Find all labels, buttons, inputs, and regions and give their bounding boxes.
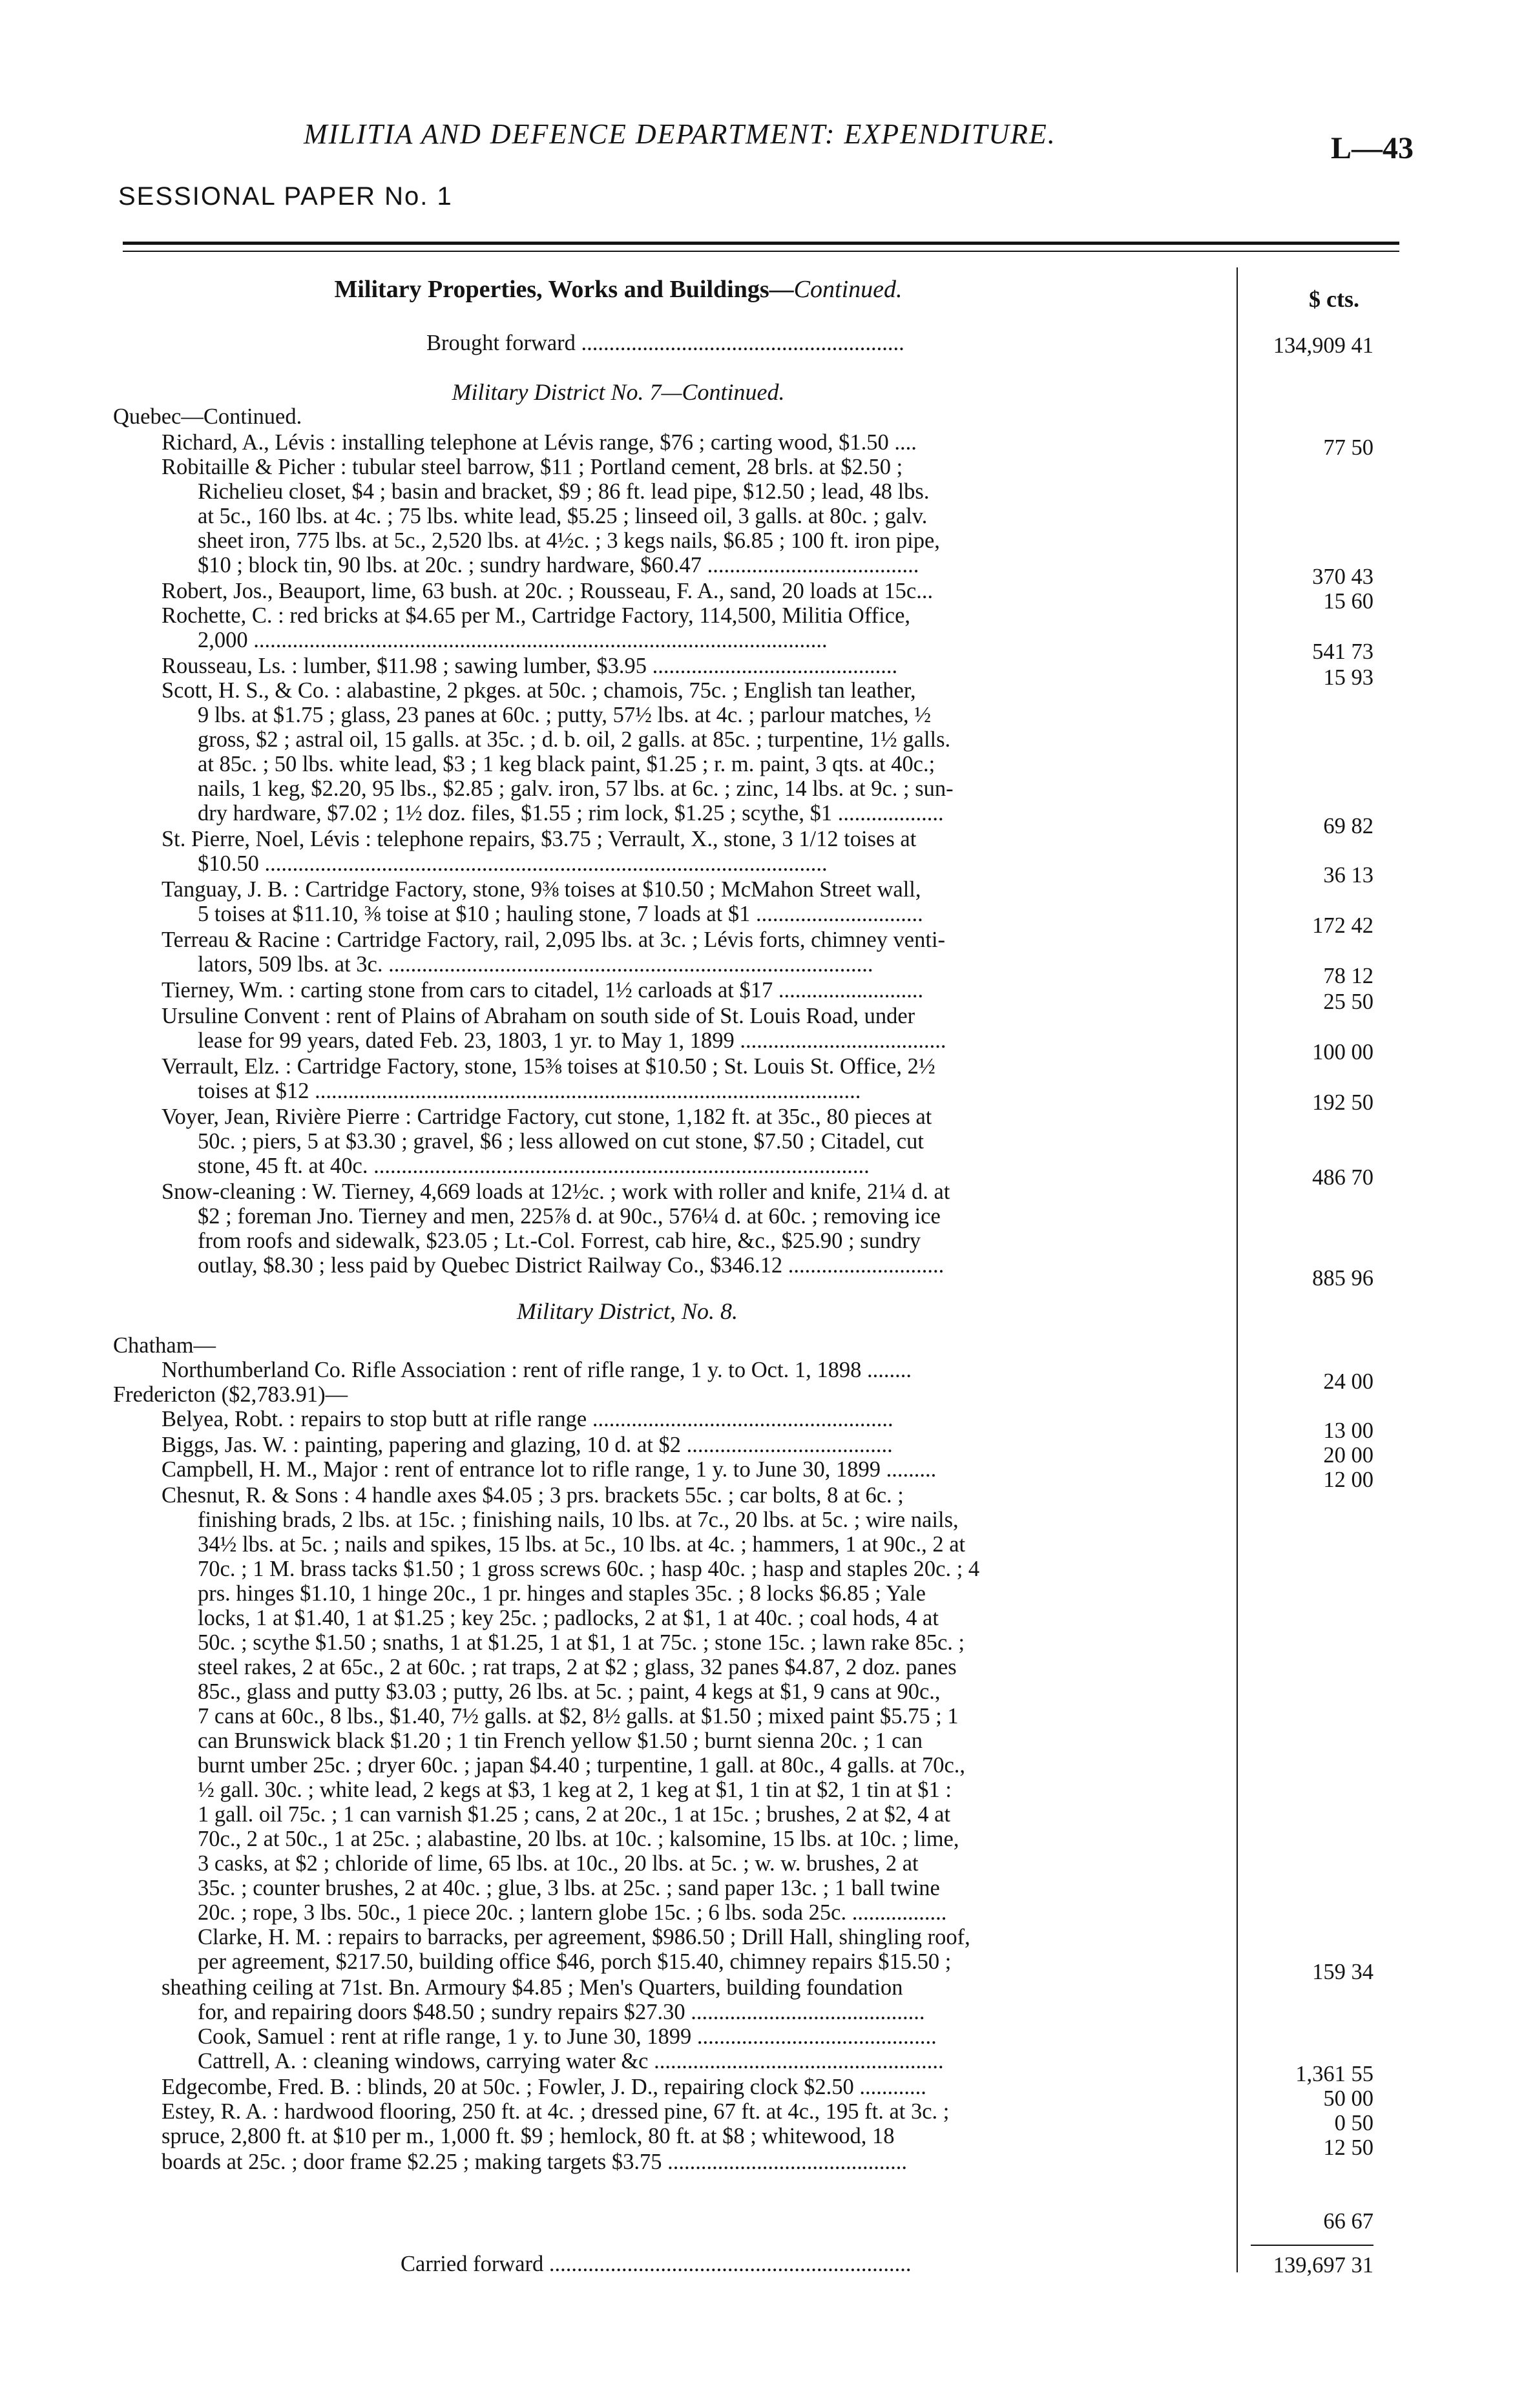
amount-value: 192 50 [1312,1090,1373,1115]
entry-line: $10 ; block tin, 90 lbs. at 20c. ; sundry hardware, $60.47 ...................................... [198,553,919,577]
entry-line: Edgecombe, Fred. B. : blinds, 20 at 50c. ; Fowler, J. D., repairing clock $2.50 ............ [162,2075,926,2099]
entry-line: Scott, H. S., & Co. : alabastine, 2 pkges. at 50c. ; chamois, 75c. ; English tan leather, [162,678,916,703]
entry-line: Chesnut, R. & Sons : 4 handle axes $4.05 ; 3 prs. brackets 55c. ; car bolts, 8 at 6c. ; [162,1483,904,1508]
quebec-heading: Quebec—Continued. [113,404,302,429]
amount-value: 172 42 [1312,913,1373,938]
entry-line: sheet iron, 775 lbs. at 5c., 2,520 lbs. at 4½c. ; 3 kegs nails, $6.85 ; 100 ft. iron pipe, [198,528,940,553]
entry-line: 70c. ; 1 M. brass tacks $1.50 ; 1 gross screws 60c. ; hasp 40c. ; hasp and staples 20c. ; 4 [198,1557,980,1581]
entry-line: toises at $12 .................................................................................................. [198,1079,861,1103]
entry-line: Campbell, H. M., Major : rent of entrance lot to rifle range, 1 y. to June 30, 1899 ......... [162,1457,937,1482]
carried-forward-text: Carried forward [401,2252,544,2276]
carried-forward-label: Carried forward ................................................................. [401,2252,912,2276]
entry-line: burnt umber 25c. ; dryer 60c. ; japan $4.40 ; turpentine, 1 gall. at 80c., 4 galls. at 70c., [198,1753,966,1778]
entry-line: outlay, $8.30 ; less paid by Quebec District Railway Co., $346.12 ............................ [198,1253,945,1278]
entry-line: Ursuline Convent : rent of Plains of Abraham on south side of St. Louis Road, under [162,1004,915,1028]
entry-line: nails, 1 keg, $2.20, 95 lbs., $2.85 ; galv. iron, 57 lbs. at 6c. ; zinc, 14 lbs. at 9c. ; sun- [198,776,954,801]
entry-line: Fredericton ($2,783.91)— [113,1382,348,1407]
entry-line: 34½ lbs. at 5c. ; nails and spikes, 15 lbs. at 5c., 10 lbs. at 4c. ; hammers, 1 at 90c., 2 at [198,1532,966,1557]
entry-line: 5 toises at $11.10, ⅜ toise at $10 ; hauling stone, 7 loads at $1 .............................. [198,902,923,926]
amount-value: 15 93 [1323,665,1373,690]
page-number: L—43 [1331,131,1414,165]
district-8-heading: Military District, No. 8. [517,1298,738,1324]
amount-value: 12 50 [1323,2135,1373,2160]
amount-value: 69 82 [1323,814,1373,838]
entry-line: 2,000 ....................................................................................................... [198,628,828,652]
amount-value: 541 73 [1312,639,1373,664]
entry-line: locks, 1 at $1.40, 1 at $1.25 ; key 25c. ; padlocks, 2 at $1, 1 at 40c. ; coal hods, 4 at [198,1606,939,1630]
entry-line: Chatham— [113,1333,216,1358]
entry-line: Northumberland Co. Rifle Association : rent of rifle range, 1 y. to Oct. 1, 1898 ........ [162,1358,912,1382]
district-7-heading: Military District No. 7—Continued. [452,379,785,405]
section-title-suffix: Continued. [793,276,903,303]
amount-value: 100 00 [1312,1040,1373,1064]
carried-forward-amount: 139,697 31 [1273,2253,1373,2278]
entry-line: 85c., glass and putty $3.03 ; putty, 26 lbs. at 5c. ; paint, 4 kegs at $1, 9 cans at 90c., [198,1679,941,1704]
entry-line: prs. hinges $1.10, 1 hinge 20c., 1 pr. hinges and staples 35c. ; 8 locks $6.85 ; Yale [198,1581,926,1606]
entry-line: stone, 45 ft. at 40c. ......................................................................................... [198,1154,870,1178]
entry-line: finishing brads, 2 lbs. at 15c. ; finishing nails, 10 lbs. at 7c., 20 lbs. at 5c. ; wire nails, [198,1508,959,1532]
header-rule-thin [123,251,1399,252]
entry-line: sheathing ceiling at 71st. Bn. Armoury $4.85 ; Men's Quarters, building foundation [162,1975,903,2000]
entry-line: Tierney, Wm. : carting stone from cars to citadel, 1½ carloads at $17 .......................... [162,978,924,1002]
amount-value: 885 96 [1312,1266,1373,1291]
entry-line: Rochette, C. : red bricks at $4.65 per M., Cartridge Factory, 114,500, Militia Office, [162,603,911,628]
entry-line: Voyer, Jean, Rivière Pierre : Cartridge Factory, cut stone, 1,182 ft. at 35c., 80 pieces at [162,1105,932,1129]
entry-line: Biggs, Jas. W. : painting, papering and glazing, 10 d. at $2 ..................................... [162,1433,893,1457]
entry-line: 7 cans at 60c., 8 lbs., $1.40, 7½ galls. at $2, 8½ galls. at $1.50 ; mixed paint $5.75 ; 1 [198,1704,959,1728]
currency-header: $ cts. [1309,286,1359,312]
amount-value: 36 13 [1323,863,1373,887]
entry-line: 70c., 2 at 50c., 1 at 25c. ; alabastine, 20 lbs. at 10c. ; kalsomine, 15 lbs. at 10c. ; lime, [198,1827,959,1851]
entry-line: dry hardware, $7.02 ; 1½ doz. files, $1.55 ; rim lock, $1.25 ; scythe, $1 ................... [198,801,944,825]
entry-line: Estey, R. A. : hardwood flooring, 250 ft. at 4c. ; dressed pine, 67 ft. at 4c., 195 ft. at 3c. ; [162,2099,950,2124]
entry-line: 50c. ; piers, 5 at $3.30 ; gravel, $6 ; less allowed on cut stone, $7.50 ; Citadel, cut [198,1129,924,1154]
section-title [0,275,1237,304]
amount-value: 0 50 [1334,2111,1373,2135]
amount-value: 15 60 [1323,589,1373,614]
entry-line: Rousseau, Ls. : lumber, $11.98 ; sawing lumber, $3.95 ............................................ [162,654,898,678]
entry-line: Cook, Samuel : rent at rifle range, 1 y. to June 30, 1899 ........................................... [198,2024,937,2049]
amount-value: 66 67 [1323,2209,1373,2234]
amount-value: 24 00 [1323,1369,1373,1394]
entry-line: Clarke, H. M. : repairs to barracks, per agreement, $986.50 ; Drill Hall, shingling roof, [198,1925,970,1949]
amount-value: 20 00 [1323,1443,1373,1468]
entry-line: Richard, A., Lévis : installing telephone at Lévis range, $76 ; carting wood, $1.50 .... [162,430,917,455]
entry-line: $2 ; foreman Jno. Tierney and men, 225⅞ d. at 90c., 576¼ d. at 60c. ; removing ice [198,1204,941,1229]
amount-value: 370 43 [1312,565,1373,589]
total-rule [1251,2245,1373,2246]
brought-forward-amount: 134,909 41 [1273,333,1373,358]
entry-line: 50c. ; scythe $1.50 ; snaths, 1 at $1.25, 1 at $1, 1 at 75c. ; stone 15c. ; lawn rake 85c. ; [198,1630,965,1655]
amount-value: 12 00 [1323,1468,1373,1492]
brought-forward-label: Brought forward .......................................................... [426,331,904,355]
entry-line: Cattrell, A. : cleaning windows, carrying water &c .................................................... [198,2049,944,2073]
entry-line: can Brunswick black $1.20 ; 1 tin French yellow $1.50 ; burnt sienna 20c. ; 1 can [198,1728,923,1753]
entry-line: 3 casks, at $2 ; chloride of lime, 65 lbs. at 10c., 20 lbs. at 5c. ; w. w. brushes, 2 at [198,1851,919,1876]
amount-value: 1,361 55 [1295,2062,1373,2086]
entry-line: from roofs and sidewalk, $23.05 ; Lt.-Col. Forrest, cab hire, &c., $25.90 ; sundry [198,1229,921,1253]
entry-line: Robitaille & Picher : tubular steel barrow, $11 ; Portland cement, 28 brls. at $2.50 ; [162,455,903,479]
entry-line: Robert, Jos., Beauport, lime, 63 bush. at 20c. ; Rousseau, F. A., sand, 20 loads at 15c... [162,579,934,603]
entry-line: Terreau & Racine : Cartridge Factory, rail, 2,095 lbs. at 3c. ; Lévis forts, chimney venti- [162,928,946,952]
entry-line: steel rakes, 2 at 65c., 2 at 60c. ; rat traps, 2 at $2 ; glass, 32 panes $4.87, 2 doz. panes [198,1655,957,1679]
sessional-paper-label: SESSIONAL PAPER No. 1 [118,182,453,211]
entry-line: at 85c. ; 50 lbs. white lead, $3 ; 1 keg black paint, $1.25 ; r. m. paint, 3 qts. at 40c.; [198,752,935,776]
entry-line: at 5c., 160 lbs. at 4c. ; 75 lbs. white lead, $5.25 ; linseed oil, 3 galls. at 80c. ; galv. [198,504,928,528]
entry-line: 20c. ; rope, 3 lbs. 50c., 1 piece 20c. ; lantern globe 15c. ; 6 lbs. soda 25c. ................. [198,1900,947,1925]
entry-line: 9 lbs. at $1.75 ; glass, 23 panes at 60c. ; putty, 57½ lbs. at 4c. ; parlour matches, ½ [198,703,932,727]
entry-line: St. Pierre, Noel, Lévis : telephone repairs, $3.75 ; Verrault, X., stone, 3 1/12 toises at [162,827,917,851]
entry-line: lators, 509 lbs. at 3c. ....................................................................................... [198,952,873,977]
amount-value: 159 34 [1312,1960,1373,1984]
section-title-main: Military Properties, Works and Buildings— [334,276,794,303]
entry-line: Verrault, Elz. : Cartridge Factory, stone, 15⅜ toises at $10.50 ; St. Louis St. Office, 2½ [162,1054,935,1079]
header-rule-thick [123,242,1399,245]
amount-value: 486 70 [1312,1165,1373,1190]
entry-line: 1 gall. oil 75c. ; 1 can varnish $1.25 ; cans, 2 at 20c., 1 at 15c. ; brushes, 2 at $2, 4 at [198,1802,951,1827]
amount-value: 78 12 [1323,964,1373,988]
brought-forward-text: Brought forward [426,331,576,355]
entry-line: $10.50 ..................................................................................................... [198,851,828,876]
entry-line: ½ gall. 30c. ; white lead, 2 kegs at $3, 1 keg at 2, 1 keg at $1, 1 tin at $2, 1 tin at $1 : [198,1778,952,1802]
entry-line: gross, $2 ; astral oil, 15 galls. at 35c. ; d. b. oil, 2 galls. at 85c. ; turpentine, 1½ galls. [198,727,951,752]
entry-line: lease for 99 years, dated Feb. 23, 1803, 1 yr. to May 1, 1899 ..................................... [198,1028,946,1053]
entry-line: per agreement, $217.50, building office $46, porch $15.40, chimney repairs $15.50 ; [198,1949,952,1974]
amount-value: 13 00 [1323,1418,1373,1443]
entry-line: Richelieu closet, $4 ; basin and bracket, $9 ; 86 ft. lead pipe, $12.50 ; lead, 48 lbs. [198,479,930,504]
entry-line: Tanguay, J. B. : Cartridge Factory, stone, 9⅜ toises at $10.50 ; McMahon Street wall, [162,877,921,902]
entry-line: 35c. ; counter brushes, 2 at 40c. ; glue, 3 lbs. at 25c. ; sand paper 13c. ; 1 ball twine [198,1876,940,1900]
entry-line: boards at 25c. ; door frame $2.25 ; making targets $3.75 ........................................... [162,2150,907,2174]
running-title: MILITIA AND DEFENCE DEPARTMENT: EXPENDITURE. [304,118,1056,150]
entry-line: for, and repairing doors $48.50 ; sundry repairs $27.30 .......................................... [198,2000,925,2024]
entry-line: Belyea, Robt. : repairs to stop butt at rifle range ...................................................... [162,1407,893,1431]
entry-line: Snow-cleaning : W. Tierney, 4,669 loads at 12½c. ; work with roller and knife, 21¼ d. at [162,1179,950,1204]
amount-value: 25 50 [1323,990,1373,1014]
entry-line: spruce, 2,800 ft. at $10 per m., 1,000 ft. $9 ; hemlock, 80 ft. at $8 ; whitewood, 18 [162,2124,895,2148]
amount-value: 77 50 [1323,435,1373,460]
amount-value: 50 00 [1323,2086,1373,2111]
